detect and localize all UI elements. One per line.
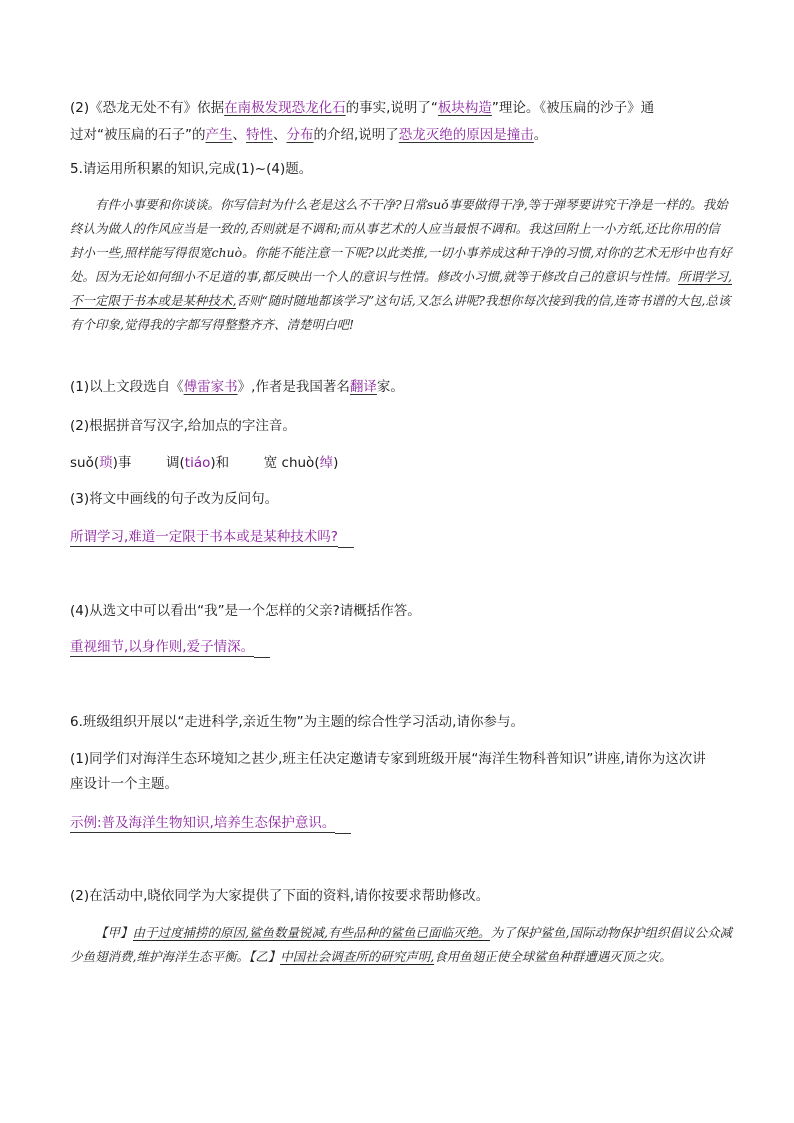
q4-2-text: 、 (273, 127, 287, 143)
q5-3-title: (3)将文中画线的句子改为反问句。 (70, 491, 279, 507)
q6-1-answer (70, 812, 730, 834)
q5-1 (70, 376, 730, 398)
answer-blank: 翻译 (349, 379, 377, 395)
q4-2-text: 。 (533, 127, 548, 143)
answer-blank: 分布 (286, 127, 314, 143)
pinyin-item: ) (333, 455, 339, 471)
q4-2-text: 、 (232, 127, 246, 143)
q5-4-title: (4)从选文中可以看出“我”是一个怎样的父亲?请概括作答。 (70, 603, 421, 619)
answer-blank: 板块构造 (437, 100, 492, 116)
answer-blank: 在南极发现恐龙化石 (224, 100, 346, 116)
q5-title: 5.请运用所积累的知识,完成(1)~(4)题。 (70, 161, 313, 177)
q4-2-text: (2)《恐龙无处不有》依据 (70, 100, 225, 116)
answer-text: 所谓学习,难道一定限于书本或是某种技术吗? (70, 529, 338, 545)
q6-title: 6.班级组织开展以“走进科学,亲近生物”为主题的综合性学习活动,请你参与。 (70, 714, 524, 730)
answer-char: tiáo (184, 455, 211, 471)
underlined-sentence: 由于过度捕捞的原因,鲨鱼数量锐减,有些品种的鲨鱼已面临灭绝。 (132, 925, 491, 940)
answer-char: 琐 (99, 455, 113, 471)
q6-material (70, 921, 732, 981)
q5-2-items (70, 452, 730, 474)
marker-jia: 【甲】 (95, 925, 133, 940)
passage-text: 否则“随时随地都该学习”这句话,又怎么讲呢?我想你每次接到我的信,连寄书谱的大包,总该有个印象,觉得我的字都写得整整齐齐、清楚明白吧! (70, 293, 731, 332)
answer-char: 绰 (319, 455, 334, 471)
answer-text: 示例:普及海洋生物知识,培养生态保护意识。 (70, 815, 336, 831)
q6-1-line-1: (1)同学们对海洋生态环境知之甚少,班主任决定邀请专家到班级开展“海洋生物科普知识”讲座,请你为这次讲 (70, 751, 706, 767)
passage-text: 有件小事要和你谈谈。你写信封为什么老是这么不干净?日常suǒ事要做得干净,等于弹琴要讲究干净是一样的。我始终认为做人的作风应当是一致的,否则就是不调和;而从事艺术的人应当最恨不调和。我这回附上一小方纸,还比你用的信封小一些,照样能写得很宽chuò。你能不能注意一下呢?以此类推,一切小事养成这种干净的习惯,对你的艺术无形中也有好处。因为无论如何细小不足道的事,都反映出一个人的意识与性情。修改小习惯,就等于修改自己的意识与性情。 (70, 197, 732, 284)
underlined-sentence: 中国社会调查所的研究声明, (280, 949, 435, 964)
pinyin-item: )和 (210, 455, 230, 471)
q5-4-answer (70, 636, 730, 658)
answer-text: 重视细节,以身作则,爱子情深。 (70, 639, 255, 655)
answer-blank: 产生 (205, 127, 233, 143)
pinyin-item: 宽 chuò( (263, 455, 320, 471)
answer-blank: 特性 (246, 127, 273, 143)
pinyin-item: 调( (166, 455, 185, 471)
q5-1-text: 家。 (376, 379, 404, 395)
marker-yi: 【乙】 (248, 949, 281, 964)
q4-2-text: ”理论。《被压扁的沙子》通 (491, 100, 655, 116)
q5-passage (70, 193, 732, 363)
material-text: 食用鱼翅正使全球鲨鱼种群遭遇灭顶之灾。 (434, 949, 672, 964)
answer-blank: 恐龙灭绝的原因是撞击 (398, 127, 534, 143)
q5-2-title: (2)根据拼音写汉字,给加点的字注音。 (70, 418, 296, 434)
q4-2-text: 的介绍,说明了 (313, 127, 399, 143)
underlined-sentence: 所谓学习,不一定限于书本或是某种技术, (70, 269, 732, 308)
q4-2-text: 过对“被压扁的石子”的 (70, 127, 206, 143)
q5-1-text: (1)以上文段选自《 (70, 379, 184, 395)
pinyin-item: )事 (112, 455, 132, 471)
q5-3-answer (70, 526, 730, 548)
q6-1-line-2: 座设计一个主题。 (70, 776, 178, 792)
q4-2-text: 的事实,说明了“ (345, 100, 438, 116)
q4-2-line-1 (70, 97, 730, 119)
pinyin-item: suǒ( (70, 455, 100, 471)
material-text: 为了保护鲨鱼,国际动物保护组织倡议公众减少鱼翅消费,维护海洋生态平衡。 (70, 925, 732, 964)
q4-2-line-2 (70, 124, 730, 146)
q5-1-text: 》,作者是我国著名 (237, 379, 350, 395)
answer-blank: 傅雷家书 (183, 379, 238, 395)
q6-2-title: (2)在活动中,晓依同学为大家提供了下面的资料,请你按要求帮助修改。 (70, 888, 490, 904)
